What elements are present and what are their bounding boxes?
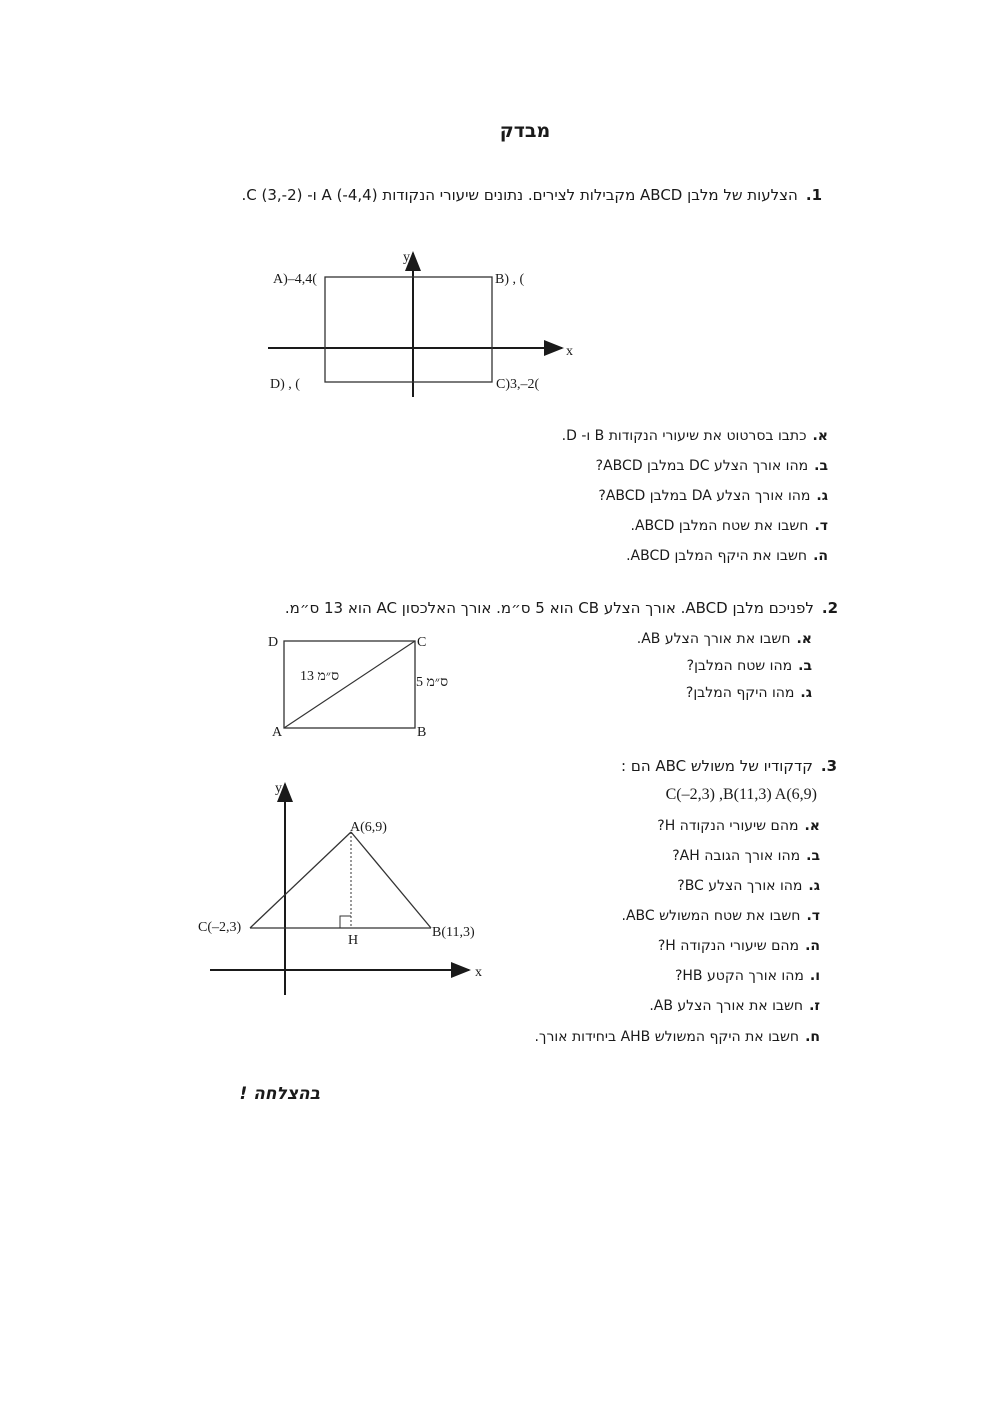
q3-sub-d: ד.חשבו את שטח המשולש ABC. (621, 908, 820, 924)
q3-sub-h: ח.חשבו את היקף המשולש AHB ביחידות אורך. (534, 1029, 820, 1045)
label-point-a: A)–4,4( (273, 272, 317, 287)
q2-sub-c: ג.מהו היקף המלבן? (685, 685, 812, 701)
q1-sub-c: ג.מהו אורך הצלע DA במלבן ABCD? (598, 488, 828, 504)
y-axis-label: y (275, 781, 282, 796)
figure-3-triangle-axes (195, 775, 495, 1000)
figure-2-rectangle-diagonal (262, 628, 472, 743)
q1-sub-b: ב.מהו אורך הצלע DC במלבן ABCD? (595, 458, 828, 474)
label-point-d: D (268, 635, 279, 650)
rectangle-abcd (325, 277, 492, 382)
page-title: מבדק (499, 120, 551, 142)
question-1 (242, 186, 823, 204)
q3-sub-c: ג.מהו אורך הצלע BC? (677, 878, 820, 894)
question-3-coordinates: C(–2,3) ,B(11,3) A(6,9) (665, 786, 817, 803)
closing-text: בהצלחה ! (239, 1084, 320, 1104)
label-point-b: B(11,3) (432, 925, 475, 940)
question-3-number: 3. (820, 757, 837, 775)
side-length-label: 5 ס״מ (416, 675, 449, 690)
q3-sub-g: ז.חשבו את אורך הצלע AB. (649, 998, 820, 1014)
question-2-number: 2. (821, 599, 838, 617)
label-point-a: A(6,9) (350, 820, 387, 835)
question-2-text: לפניכם מלבן ABCD. אורך הצלע CB הוא 5 ס״מ. אורך האלכסון AC הוא 13 ס״מ. (284, 599, 814, 617)
question-1-text: הצלעות של מלבן ABCD מקבילות לצירים. נתונים שיעורי הנקודות A (-4,4) ו- C (3,-2). (241, 186, 798, 204)
label-point-a: A (272, 725, 283, 740)
question-3 (621, 757, 837, 775)
diagonal-length-label: 13 ס״מ (300, 669, 340, 684)
label-point-h: H (348, 933, 359, 948)
label-point-b: B (417, 725, 427, 740)
right-angle-mark (340, 916, 351, 928)
q2-sub-a: א.חשבו את אורך הצלע AB. (636, 631, 812, 647)
q3-sub-a: א.מהם שיעורי הנקודה H? (657, 818, 820, 834)
figure-1-rectangle-axes (260, 245, 590, 405)
label-point-c: C)3,–2( (496, 377, 540, 392)
q2-sub-b: ב.מהו שטח המלבן? (686, 658, 812, 674)
question-3-text: קדקודיו של משולש ABC הם : (621, 757, 813, 775)
q3-sub-b: ב.מהו אורך הגובה AH? (672, 848, 820, 864)
diagonal-ac (284, 641, 415, 728)
side-ab (351, 832, 431, 928)
y-axis-label: y (403, 250, 410, 265)
question-2 (285, 599, 838, 617)
label-point-b: B) , ( (495, 272, 525, 287)
label-point-d: D) , ( (270, 377, 300, 392)
label-point-c: C(–2,3) (198, 920, 242, 935)
x-axis-label: x (475, 965, 482, 980)
label-point-c: C (417, 635, 427, 650)
q1-sub-e: ה.חשבו את היקף המלבן ABCD. (626, 548, 828, 564)
q1-sub-d: ד.חשבו את שטח המלבן ABCD. (630, 518, 828, 534)
q1-sub-a: א.כתבו בסרטוט את שיעורי הנקודות B ו- D. (561, 428, 828, 444)
side-ac (250, 832, 351, 928)
question-1-number: 1. (805, 186, 822, 204)
q3-sub-f: ו.מהו אורך הקטע HB? (674, 968, 820, 984)
x-axis-label: x (566, 344, 573, 359)
q3-sub-e: ה.מהם שיעורי הנקודה H? (657, 938, 820, 954)
